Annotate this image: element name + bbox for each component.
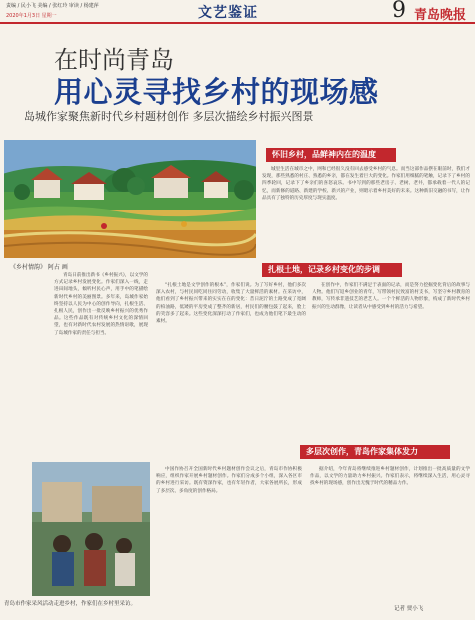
- editor-credits: 责编 / 民小飞 美编 / 张红玲 审读 / 杨建萍: [6, 3, 99, 9]
- paragraph: 青岛日前推出新书《乡村振兴》，以文学的方式记录乡村发展变化。作家们深入一线，走进田间地头，倾听村民心声，用手中的笔描绘新时代乡村的美丽图景。多年来，岛城作家始终坚持以人民为中心的创作导向，扎根生活、扎根人民，创作出一批反映乡村振兴的优秀作品。这些作品既有对传统乡村文化的深情回望，也有对新时代农村发展的热情讴歌，展现了岛城作家的责任与担当。: [54, 273, 148, 336]
- paragraph: “扎根土地是文学创作的根本”，作家们说。为了写好乡村，他们多次深入农村，与村民同吃同住同劳动，收集了大量鲜活的素材。在采访中，他们看到了乡村振兴带来的实实在在的变化：昔日泥泞的土路变成了宽阔的柏油路，低矮的平房变成了整齐的新居，村民们的腰包鼓了起来，脸上的笑容多了起来。这些变化深深打动了作家们，也成为他们笔下最生动的素材。: [156, 283, 306, 325]
- event-photo: [32, 462, 150, 596]
- paragraph: 城里生活在城市之中，网和已经很久没有回去感受乡村的气息。而当这部作品摆在眼前时，我们才发现，那些熟悉的村庄、熟悉的乡亲，都在发生着巨大的变化。作家们用细腻的笔触，记录下了乡村的四季轮回，记录下了乡亲们的喜怒哀乐。书中写到的那些老房子、老树、老井，都承载着一代人的记忆，而新修的道路、新建的学校、新兴的产业，则昭示着乡村美好的未来。这种新旧交融的书写，让作品具有了独特的历史厚度与现实温度。: [262, 167, 470, 201]
- section-3-text-b: [310, 466, 470, 600]
- painting-image: [4, 140, 256, 258]
- paragraph: 中国作协召开全国新时代乡村题材创作会议之后，青岛市作协积极响应，组织作家开展乡村题材创作。作家们分成多个小组，深入各区市的乡村进行采访。既有资深作家，也有年轻作者，大家各展所长，形成了多层次、多角度的创作格局。: [156, 467, 302, 494]
- section-header-1: 怀旧乡村，品鲜神内在的温度: [266, 148, 396, 162]
- article-subhead: 岛城作家聚焦新时代乡村题材创作 多层次描绘乡村振兴图景: [24, 110, 314, 123]
- painting-caption: 《乡村情韵》 阿占 画: [10, 264, 68, 271]
- photo-caption: 青岛市作家采风活动走进乡村，作家们在乡村里采访。: [4, 601, 137, 607]
- column-name: 文艺鉴证: [198, 5, 258, 21]
- article-headline: 用心灵寻找乡村的现场感: [54, 75, 379, 109]
- author-byline: 记者 贾小飞: [394, 606, 424, 612]
- paragraph: 据介绍，今年青岛将继续推进乡村题材创作，计划推出一批高质量的文学作品，以文学的力量助力乡村振兴。作家们表示，将继续深入生活，用心灵寻找乡村的现场感，创作出无愧于时代的精品力作。: [310, 467, 470, 487]
- section-2-text-b: [312, 282, 470, 432]
- article-kicker: 在时尚青岛: [54, 46, 174, 74]
- section-header-3: 多层次创作，青岛作家集体发力: [300, 445, 450, 459]
- paragraph: 在创作中，作家们不满足于表面的记录，而是努力挖掘变化背后的故事与人物。他们写返乡创业的青年，写带领村民致富的村支书，写坚守乡村教育的教师，写传承非遗技艺的老艺人。一个个鲜活的人物形象，构成了新时代乡村振兴的生动群像，让读者从中感受到乡村的活力与希望。: [312, 283, 470, 310]
- section-header-2: 扎根土地，记录乡村变化的步调: [262, 263, 402, 277]
- page-number: 9: [392, 0, 406, 23]
- issue-date: 2020年1月3日 星期一: [6, 13, 57, 19]
- section-2-text-a: [156, 282, 306, 458]
- section-3-text-a: [156, 466, 302, 600]
- page-header: [0, 0, 475, 24]
- intro-text: [54, 272, 148, 458]
- newspaper-logo: 青岛晚报: [414, 8, 467, 23]
- section-1-text: [262, 166, 470, 256]
